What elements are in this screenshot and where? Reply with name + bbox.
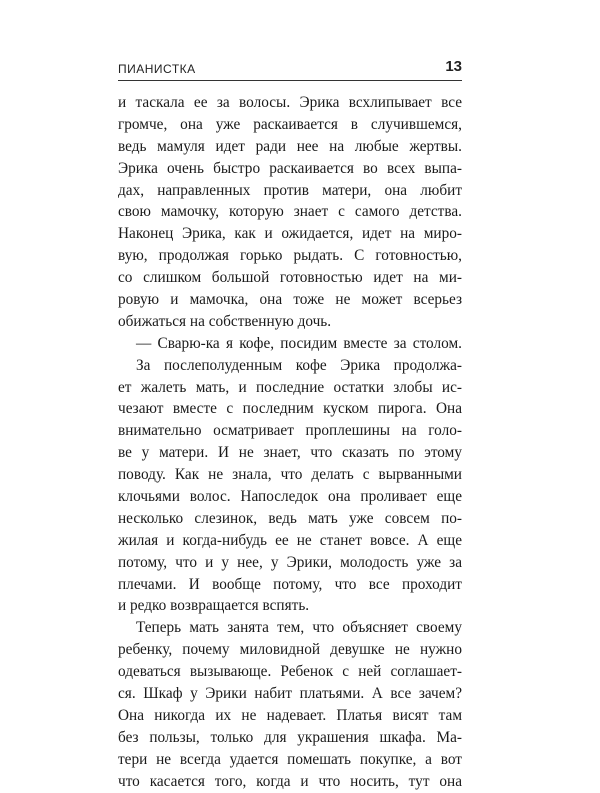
text-line: свою мамочку, которую знает с самого детства. (118, 203, 462, 221)
text-line: ет жалеть мать, и последние остатки злобы ис- (118, 378, 462, 396)
text-line: громче, она уже раскаивается в случившемся, (118, 115, 462, 133)
text-line: клочьями волос. Напоследок она проливает еще (118, 488, 462, 506)
text-line: плечами. И вообще потому, что все проходит (118, 575, 462, 593)
text-line: жилая и когда-нибудь ее не станет вовсе. А еще (118, 531, 462, 549)
text-line: тери не всегда удается помешать покупке, а вот (118, 750, 462, 768)
text-line: ребенку, почему миловидной девушке не нужно (118, 641, 462, 659)
text-line: и редко возвращается вспять. (118, 597, 310, 615)
dialogue-line: — Сварю-ка я кофе, посидим вместе за столом. (136, 334, 462, 352)
body-text (118, 92, 462, 793)
text-line: дах, направленных против матери, она любит (118, 181, 462, 199)
text-line: ся. Шкаф у Эрики набит платьями. А все зачем? (118, 685, 462, 703)
text-line: ве у матери. И не знает, что сказать по этому (118, 444, 462, 462)
text-line: Она никогда их не надевает. Платья висят там (118, 706, 462, 724)
page-number: 13 (445, 58, 462, 75)
text-line: одеваться вызывающе. Ребенок с ней соглашает- (118, 663, 462, 681)
text-line: чезают вместе с последним куском пирога. Она (118, 400, 462, 418)
text-line: Наконец Эрика, как и ожидается, идет на миро- (118, 225, 462, 243)
text-line: поводу. Как не знала, что делать с вырванными (118, 466, 462, 484)
text-line: со слишком большой готовностью идет на ми- (118, 269, 462, 287)
header-divider (118, 80, 462, 81)
text-line: Теперь мать занята тем, что объясняет своему (136, 619, 462, 637)
text-line: и таскала ее за волосы. Эрика всхлипывает все (118, 94, 462, 111)
text-line: несколько слезинок, ведь мать уже совсем по- (118, 509, 462, 527)
running-title: ПИАНИСТКА (118, 62, 196, 76)
text-line: ровую и мамочка, она тоже не может всерьез (118, 291, 462, 309)
text-line: потому, что и у нее, у Эрики, молодость уже за (118, 553, 462, 571)
text-line: Эрика очень быстро раскаивается во всех выпа- (118, 159, 462, 177)
text-line: что касается того, когда и что носить, тут она (118, 772, 462, 790)
text-line: без пользы, только для украшения шкафа. Ма- (118, 728, 462, 746)
text-line: За послеполуденным кофе Эрика продолжа- (136, 356, 462, 374)
text-line: внимательно осматривает проплешины на голо- (118, 422, 462, 440)
text-line: ведь мамуля идет ради нее на любые жертвы. (118, 137, 462, 155)
text-line: обижаться на собственную дочь. (118, 312, 332, 330)
text-line: вую, продолжая горько рыдать. С готовностью, (118, 247, 462, 265)
